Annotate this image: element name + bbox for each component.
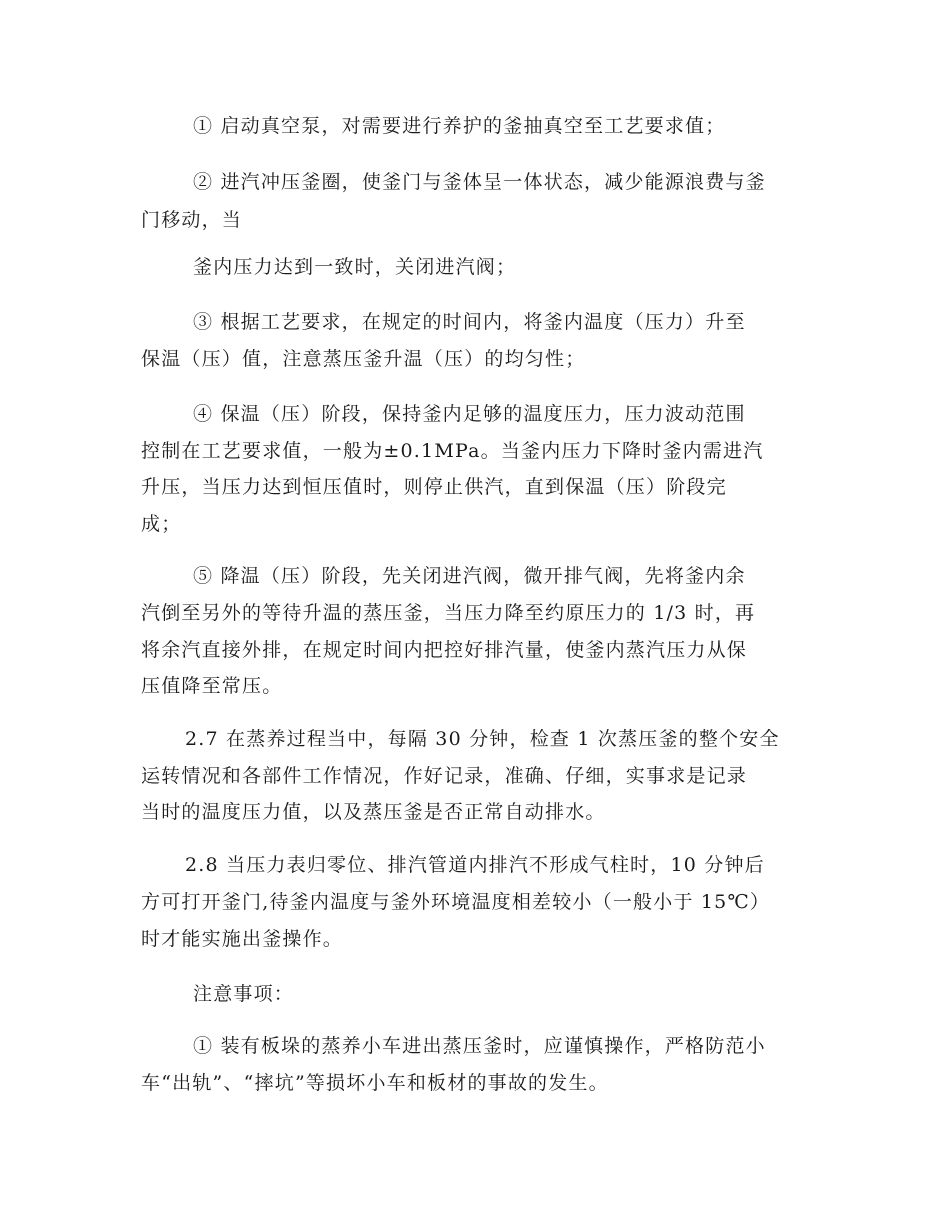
section-2-7-line-3: 当时的温度压力值，以及蒸压釜是否正常自动排水。 (141, 801, 606, 823)
step-2-line-1: ② 进汽冲压釜圈，使釜门与釜体呈一体状态，减少能源浪费与釜 (193, 171, 766, 193)
step-2-line-2: 门移动，当 (141, 209, 243, 231)
step-5-line-4: 压值降至常压。 (141, 675, 283, 697)
step-5-line-2: 汽倒至另外的等待升温的蒸压釜，当压力降至约原压力的 1/3 时，再 (141, 602, 756, 624)
step-3-line-2: 保温（压）值，注意蒸压釜升温（压）的均匀性； (141, 348, 586, 370)
notes-heading: 注意事项： (193, 983, 295, 1005)
step-3-line-1: ③ 根据工艺要求，在规定的时间内，将釜内温度（压力）升至 (193, 311, 746, 333)
note-1-line-1: ① 装有板垛的蒸养小车进出蒸压釜时，应谨慎操作，严格防范小 (193, 1035, 766, 1057)
section-2-7-line-2: 运转情况和各部件工作情况，作好记录，准确、仔细，实事求是记录 (141, 765, 748, 787)
step-4-line-4: 成； (141, 513, 182, 535)
step-5-line-3: 将余汽直接外排，在规定时间内把控好排汽量，使釜内蒸汽压力从保 (141, 639, 748, 661)
section-2-8-line-2: 方可打开釜门,待釜内温度与釜外环境温度相差较小（一般小于 15℃） (141, 891, 771, 913)
step-4-line-3: 升压，当压力达到恒压值时，则停止供汽，直到保温（压）阶段完 (141, 476, 727, 498)
section-2-8-line-3: 时才能实施出釜操作。 (141, 928, 344, 950)
step-5-line-1: ⑤ 降温（压）阶段，先关闭进汽阀，微开排气阀，先将釜内余 (193, 565, 746, 587)
section-2-7-line-1: 2.7 在蒸养过程当中，每隔 30 分钟，检查 1 次蒸压釜的整个安全 (185, 728, 780, 750)
section-2-8-line-1: 2.8 当压力表归零位、排汽管道内排汽不形成气柱时，10 分钟后 (185, 854, 765, 876)
step-2-line-3: 釜内压力达到一致时，关闭进汽阀； (193, 256, 517, 278)
step-4-line-1: ④ 保温（压）阶段，保持釜内足够的温度压力，压力波动范围 (193, 403, 746, 425)
step-1-line: ① 启动真空泵，对需要进行养护的釜抽真空至工艺要求值； (193, 115, 726, 137)
step-4-line-2: 控制在工艺要求值，一般为±0.1MPa。当釜内压力下降时釜内需进汽 (141, 440, 764, 462)
note-1-line-2: 车“出轨”、“摔坑”等损坏小车和板材的事故的发生。 (141, 1072, 609, 1094)
